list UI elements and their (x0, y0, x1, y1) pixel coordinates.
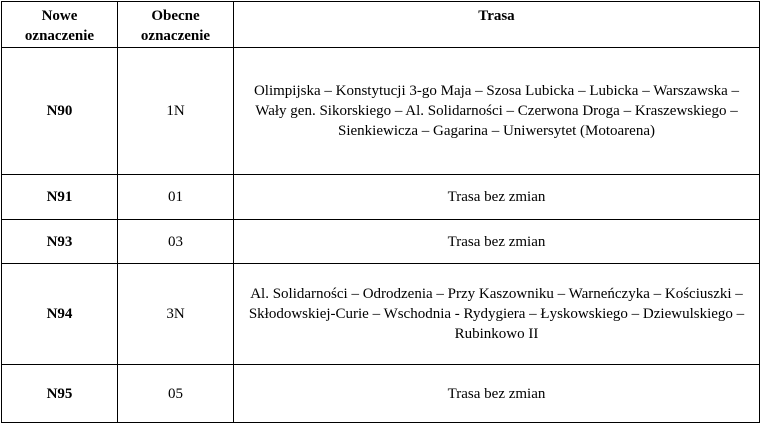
route-cell: Trasa bez zmian (234, 220, 760, 264)
new-code-cell: N95 (2, 365, 118, 423)
table-row (2, 220, 760, 264)
routes-table (1, 1, 760, 423)
current-code-cell: 05 (118, 365, 234, 423)
header-new-code: Nowe oznaczenie (2, 2, 118, 48)
route-cell: Al. Solidarności – Odrodzenia – Przy Kaszowniku – Warneńczyka – Kościuszki – Skłodowskiej-Curie – Wschodnia - Rydygiera – Łyskowskiego – Dziewulskiego – Rubinkowo II (234, 264, 760, 365)
table-row (2, 175, 760, 220)
header-current-code: Obecne oznaczenie (118, 2, 234, 48)
new-code-cell: N91 (2, 175, 118, 220)
route-cell: Trasa bez zmian (234, 175, 760, 220)
current-code-cell: 1N (118, 48, 234, 175)
current-code-cell: 03 (118, 220, 234, 264)
route-cell: Olimpijska – Konstytucji 3-go Maja – Szosa Lubicka – Lubicka – Warszawska – Wały gen. Sikorskiego – Al. Solidarności – Czerwona Droga – Kraszewskiego – Sienkiewicza – Gagarina – Uniwersytet (Motoarena) (234, 48, 760, 175)
new-code-cell: N93 (2, 220, 118, 264)
header-route: Trasa (234, 2, 760, 48)
current-code-cell: 01 (118, 175, 234, 220)
new-code-cell: N90 (2, 48, 118, 175)
route-cell: Trasa bez zmian (234, 365, 760, 423)
table-row (2, 264, 760, 365)
new-code-cell: N94 (2, 264, 118, 365)
table-row (2, 365, 760, 423)
current-code-cell: 3N (118, 264, 234, 365)
header-row (2, 2, 760, 48)
table-row (2, 48, 760, 175)
